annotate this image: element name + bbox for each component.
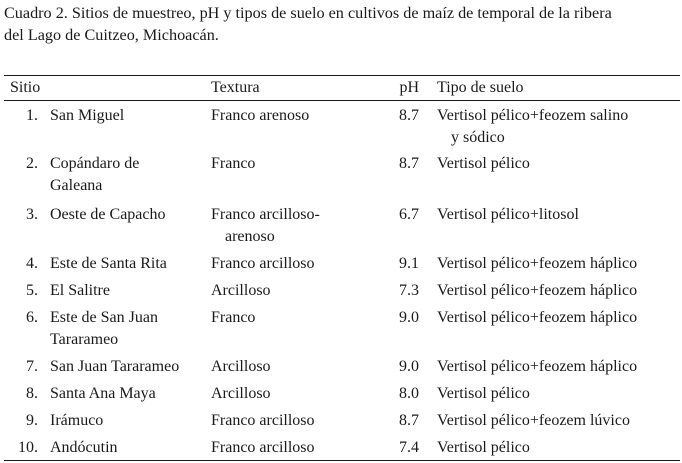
ph-value: 8.0: [399, 385, 419, 402]
site-name: El Salitre: [50, 282, 110, 299]
site-name: San Miguel: [50, 107, 125, 124]
table-bottom-rule: [4, 460, 680, 461]
ph-value: 8.7: [399, 155, 419, 172]
site-name: Copándaro de: [50, 155, 140, 172]
texture: Franco arcilloso: [211, 412, 315, 429]
row-number: 3.: [26, 206, 38, 223]
texture: Arcilloso: [211, 358, 271, 375]
soil-type: Vertisol pélico+feozem háplico: [437, 358, 638, 375]
caption-line-1: Cuadro 2. Sitios de muestreo, pH y tipos de suelo en cultivos de maíz de temporal de la ribera: [4, 4, 612, 22]
row-number: 5.: [26, 282, 38, 299]
site-name: Oeste de Capacho: [50, 206, 166, 223]
table-caption: [4, 2, 680, 46]
soil-type: Vertisol pélico+feozem salino: [437, 107, 629, 124]
site-name-cont: Galeana: [50, 177, 103, 194]
texture: Franco arcilloso-: [211, 206, 320, 223]
ph-value: 9.0: [399, 309, 419, 326]
header-textura: Textura: [211, 79, 260, 96]
table-top-rule: [4, 75, 680, 76]
ph-value: 9.0: [399, 358, 419, 375]
header-ph: pH: [399, 79, 419, 96]
texture-cont: arenoso: [225, 228, 275, 245]
row-number: 6.: [26, 309, 38, 326]
row-number: 1.: [26, 107, 38, 124]
soil-type: Vertisol pélico+feozem háplico: [437, 282, 638, 299]
row-number: 4.: [26, 255, 38, 272]
soil-type: Vertisol pélico: [437, 385, 530, 402]
texture: Franco arenoso: [211, 107, 310, 124]
table-header-rule: [4, 100, 680, 101]
site-name: Este de San Juan: [50, 309, 158, 326]
row-number: 10.: [18, 439, 38, 456]
texture: Franco arcilloso: [211, 439, 315, 456]
header-sitio: Sitio: [10, 79, 41, 96]
texture: Arcilloso: [211, 385, 271, 402]
texture: Franco arcilloso: [211, 255, 315, 272]
soil-type-cont: y sódico: [451, 129, 505, 146]
ph-value: 8.7: [399, 107, 419, 124]
row-number: 9.: [26, 412, 38, 429]
site-name: Andócutin: [50, 439, 118, 456]
texture: Franco: [211, 155, 256, 172]
row-number: 7.: [26, 358, 38, 375]
ph-value: 7.4: [399, 439, 419, 456]
site-name: San Juan Tararameo: [50, 358, 180, 375]
site-name: Este de Santa Rita: [50, 255, 167, 272]
row-number: 2.: [26, 155, 38, 172]
texture: Arcilloso: [211, 282, 271, 299]
soil-type: Vertisol pélico+litosol: [437, 206, 579, 223]
site-name: Santa Ana Maya: [50, 385, 156, 402]
soil-type: Vertisol pélico+feozem háplico: [437, 255, 638, 272]
soil-type: Vertisol pélico: [437, 439, 530, 456]
site-name: Irámuco: [50, 412, 104, 429]
caption-line-2: del Lago de Cuitzeo, Michoacán.: [4, 26, 219, 44]
ph-value: 6.7: [399, 206, 419, 223]
texture: Franco: [211, 309, 256, 326]
soil-type: Vertisol pélico: [437, 155, 530, 172]
site-name-cont: Tararameo: [50, 331, 119, 348]
ph-value: 9.1: [399, 255, 419, 272]
soil-type: Vertisol pélico+feozem lúvico: [437, 412, 630, 429]
header-tipo: Tipo de suelo: [437, 79, 524, 96]
soil-type: Vertisol pélico+feozem háplico: [437, 309, 638, 326]
ph-value: 7.3: [399, 282, 419, 299]
row-number: 8.: [26, 385, 38, 402]
ph-value: 8.7: [399, 412, 419, 429]
